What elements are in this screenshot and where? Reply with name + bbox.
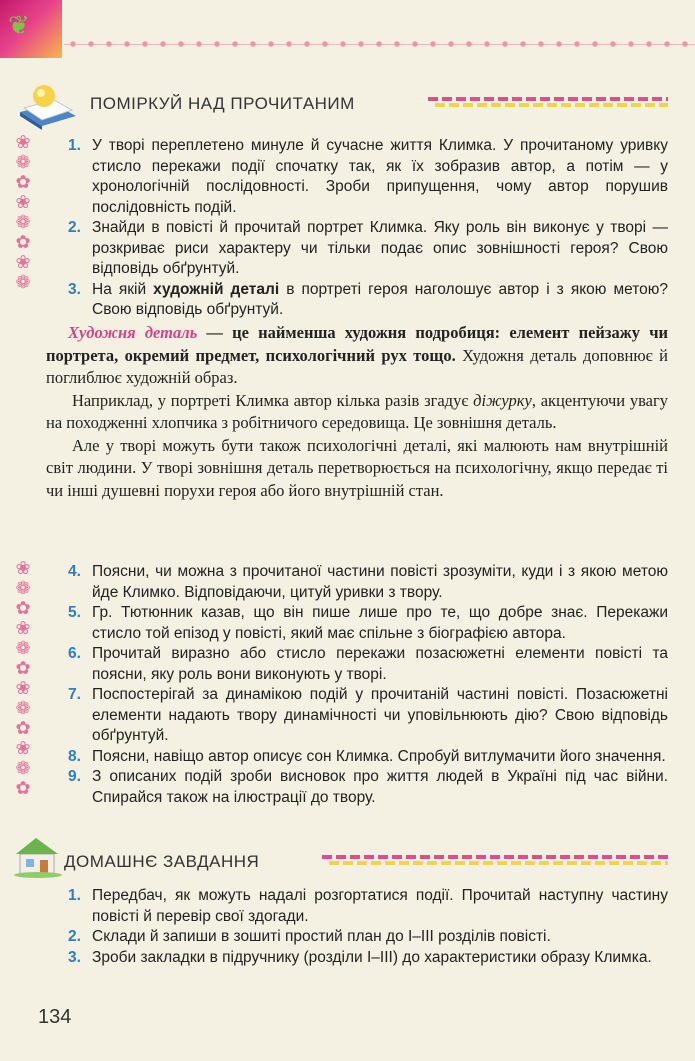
question-number: 3. [68,280,81,298]
theory-example [46,390,668,435]
question-number: 2. [68,219,81,236]
question-number: 6. [68,645,81,662]
book-icon [14,78,78,130]
question-text: У творі переплетено минуле й сучасне життя Климка. У прочитаному уривку стисло перекажи події спочатку так, як їх зобразив автор, а потім — у хронологічній послідовності. Зроби припущення, чому автор порушив послідовність подій. [92,137,668,216]
question-item [68,685,668,747]
theory-example-italic: діжурку [473,390,532,410]
question-text: Гр. Тютюнник казав, що він пише лише про те, що добре знає. Перекажи стисло той епізод у повісті, який має спільне з біографією автора. [92,604,668,642]
theory-block [46,322,668,502]
question-item [68,603,668,644]
question-item [68,644,668,685]
question-text-bold: художній деталі [153,280,280,298]
theory-example-before: Наприклад, у портреті Климка автор кілька разів згадує [72,390,474,410]
homework-number: 1. [68,887,81,904]
section-title-homework: ДОМАШНЄ ЗАВДАННЯ [64,852,260,871]
question-item [68,767,668,808]
question-text: Знайди в повісті й прочитай портрет Климка. Яку роль він виконує у творі — розкриває риси характеру чи тільки подає опис зовнішності героя? Свою відповідь обґрунтуй. [92,219,668,277]
question-item [68,280,668,321]
question-text: Поясни, навіщо автор описує сон Климка. Спробуй витлумачити його значення. [92,747,666,765]
question-number: 5. [68,604,81,621]
flower-border-left-1: ❀ ❁ ✿ ❀ ❁ ✿ ❀ ❁ [15,132,31,292]
question-number: 9. [68,768,81,785]
theory-term: Художня деталь [68,323,198,342]
theory-psych: Але у творі можуть бути також психологічні деталі, які малюють нам внутрішній світ людини. У творі зовнішня деталь перетворюється на психологічну, якщо передає ті чи інші душевні порухи героя або його внутрішній стан. [46,435,668,500]
section-title-think: ПОМІРКУЙ НАД ПРОЧИТАНИМ [90,94,355,113]
top-border-ornament [64,38,695,50]
question-text: З описаних подій зроби висновок про життя людей в Україні під час війни. Спирайся також на ілюстрації до твору. [92,768,668,806]
homework-number: 3. [68,948,81,966]
question-number: 4. [68,563,81,580]
question-text: Поспостерігай за динамікою подій у прочитаній частині повісті. Позасюжетні елементи надають твору динамічності чи уповільнюють дію? Свою відповідь обґрунтуй. [92,686,668,744]
question-list-2 [68,562,668,808]
question-item [68,136,668,218]
question-number: 7. [68,686,81,703]
page-number: 134 [38,1006,72,1028]
question-number: 1. [68,137,81,154]
homework-item [68,886,668,927]
theory-definition [46,322,668,390]
question-item [68,747,668,768]
homework-item [68,927,668,948]
question-item [68,218,668,280]
question-number: 8. [68,747,81,765]
question-text-before: На якій [92,280,154,298]
homework-list [68,886,668,968]
title-decor-bar [322,853,668,867]
homework-text: Склади й запиши в зошиті простий план до І–ІІІ розділів повісті. [92,928,551,945]
corner-decoration [0,0,62,58]
question-text-after: в портреті героя наголошує автор і з якою метою? Свою відповідь обґрунтуй. [92,280,668,318]
flower-border-left-2: ❀ ❁ ✿ ❀ ❁ ✿ ❀ ❁ ✿ ❀ ❁ ✿ [15,558,31,798]
homework-text: Зроби закладки в підручнику (розділи І–ІІІ) до характеристики образу Климка. [92,948,652,966]
homework-item [68,948,668,969]
question-item [68,562,668,603]
homework-text: Передбач, як можуть надалі розгортатися події. Прочитай наступну частину повісті й перевір свої здогади. [92,887,668,925]
homework-number: 2. [68,928,81,945]
question-text: Прочитай виразно або стисло перекажи позасюжетні елементи повісті та поясни, яку роль вони виконують у творі. [92,645,668,683]
theory-definition-bold: — це найменша художня подробиця: елемент пейзажу чи портрета, окремий предмет, психологічний рух тощо. [46,323,669,365]
question-text: Поясни, чи можна з прочитаної частини повісті зрозуміти, куди і з якою метою йде Климко. Відповідаючи, цитуй уривки з твору. [92,563,668,601]
house-icon [12,832,64,878]
title-decor-bar [428,95,668,109]
leaf-icon: ❦ [8,10,30,40]
question-list-1 [68,136,668,321]
theory-example-after: , акцентуючи увагу на походженні хлопчика з робітничого середовища. Це зовнішня деталь. [46,390,669,432]
theory-definition-tail: Художня деталь доповнює й поглиблює художній образ. [46,345,668,387]
